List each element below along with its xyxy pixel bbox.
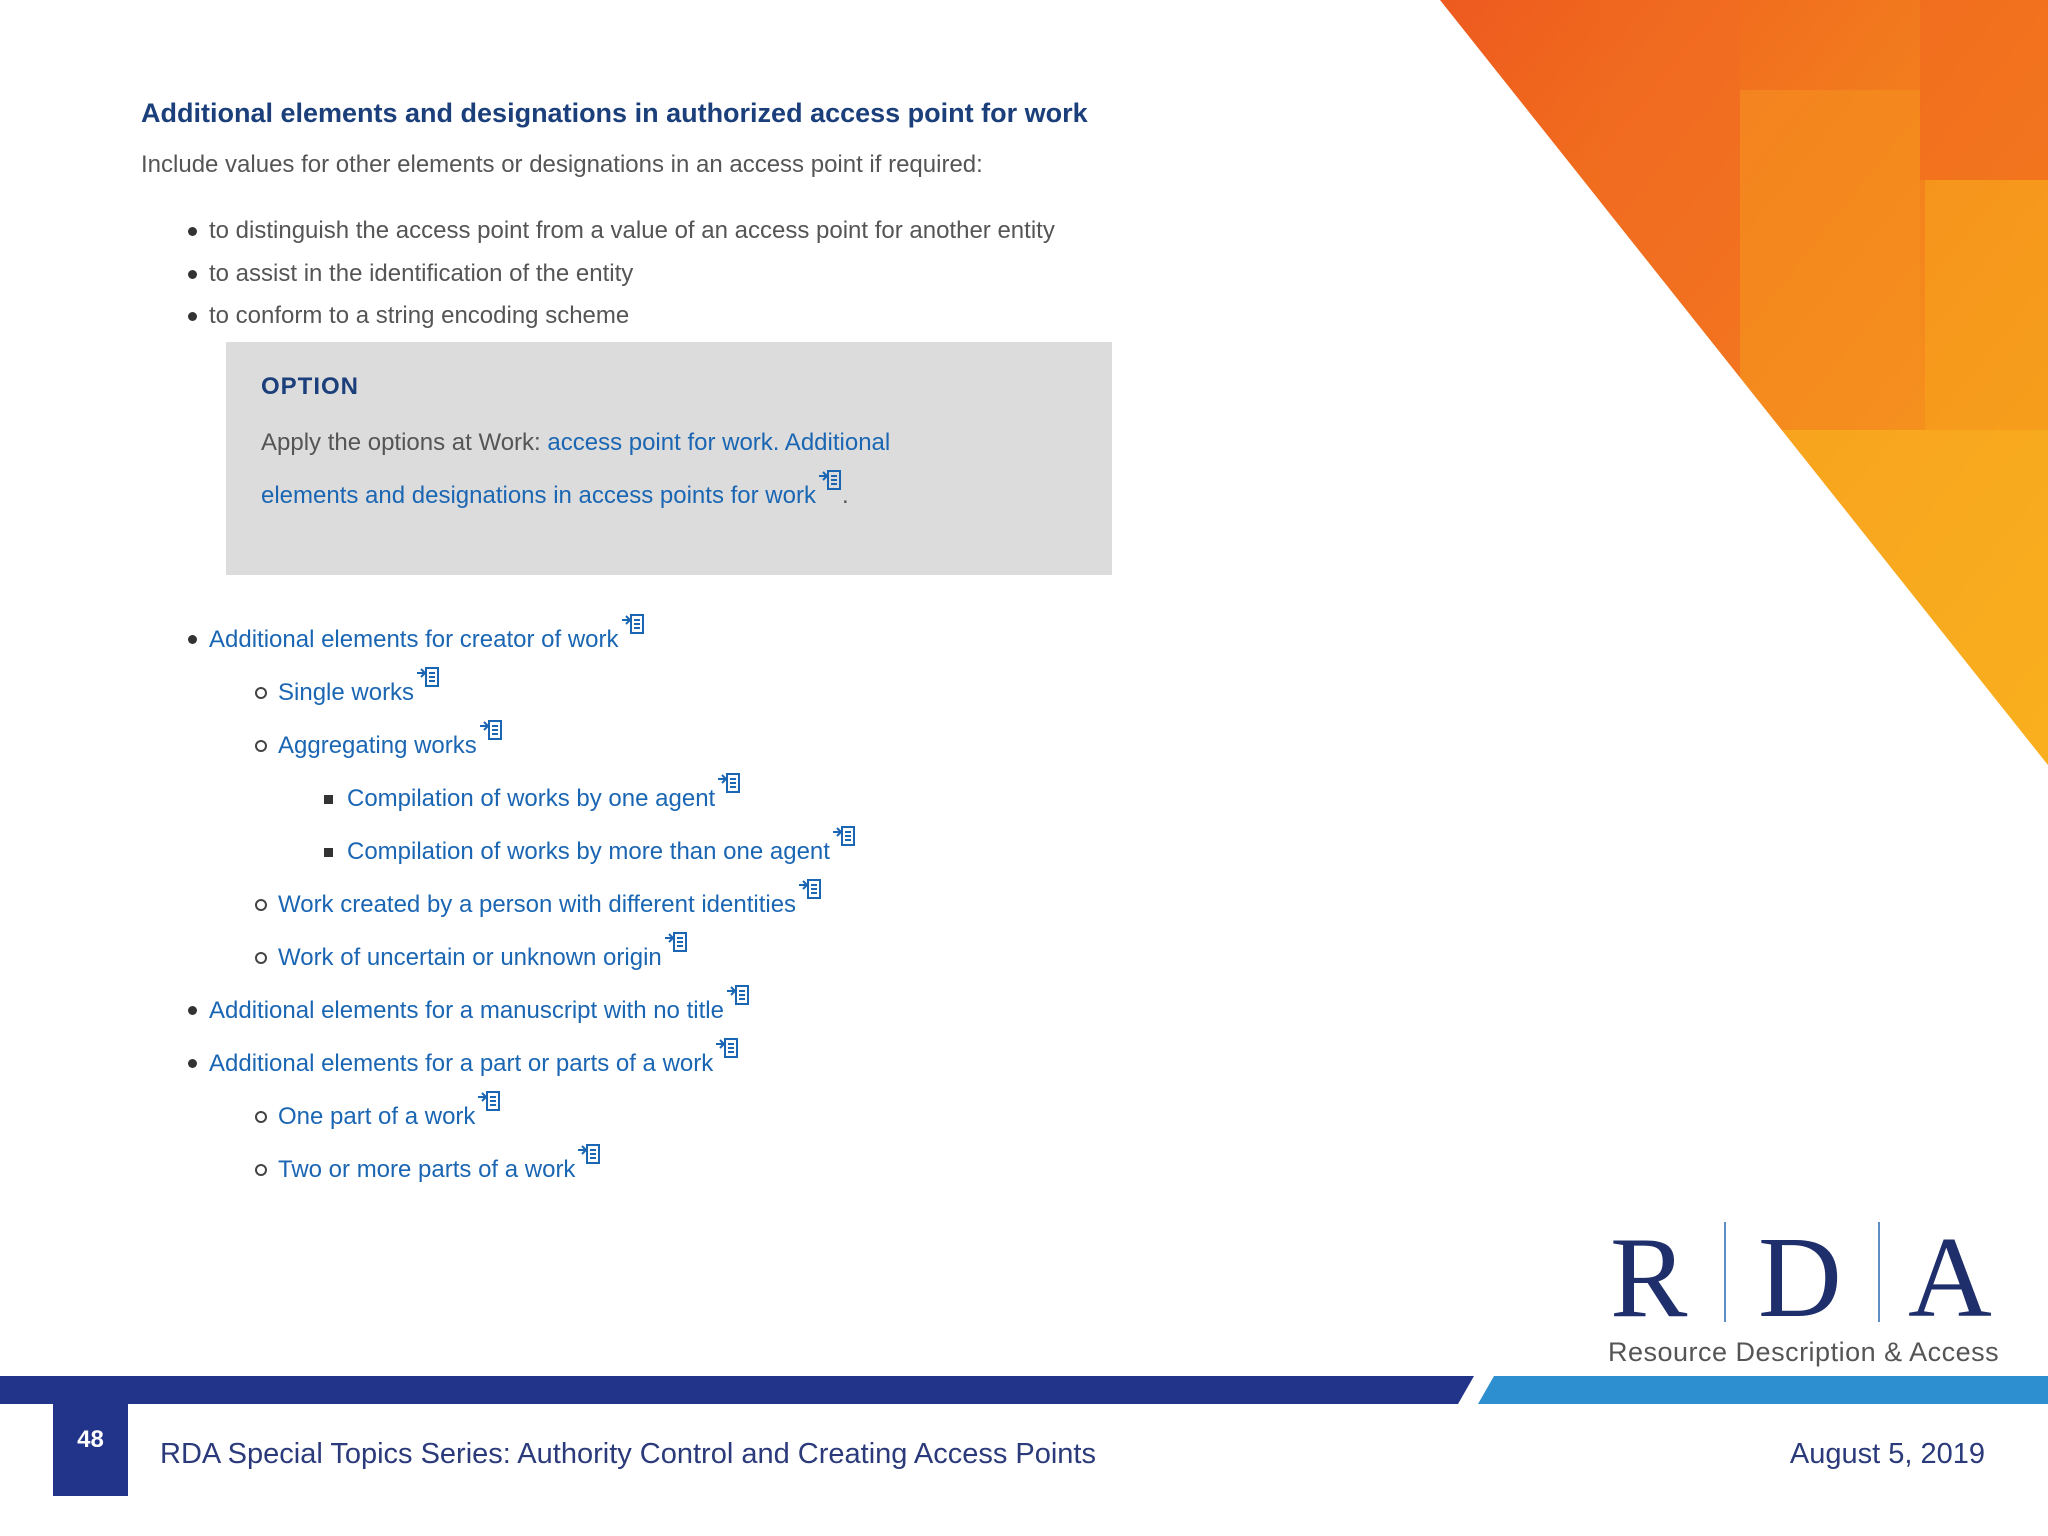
logo-letter-a: A [1908, 1214, 1992, 1342]
rda-logo [1604, 1214, 2004, 1372]
external-link-icon[interactable] [477, 1090, 501, 1114]
external-link-icon[interactable] [726, 984, 750, 1008]
link-text[interactable]: Work of uncertain or unknown origin [278, 943, 662, 971]
external-link-icon[interactable] [621, 613, 645, 637]
link-text[interactable]: Additional elements for a part or parts of a work [209, 1049, 714, 1077]
page-number: 48 [53, 1404, 128, 1496]
external-link-icon[interactable] [416, 666, 440, 690]
external-link-icon[interactable] [479, 719, 503, 743]
footer-stripes [0, 1376, 2048, 1406]
logo-divider [1878, 1222, 1880, 1322]
logo-letter-d: D [1758, 1214, 1842, 1342]
link-text[interactable]: Work created by a person with different identities [278, 890, 797, 918]
link-item[interactable] [141, 772, 1141, 825]
intro-text: Include values for other elements or designations in an access point if required: [141, 151, 983, 178]
option-suffix: . [841, 481, 849, 509]
link-text[interactable]: Compilation of works by one agent [347, 784, 716, 812]
link-text[interactable]: One part of a work [278, 1102, 476, 1130]
option-title: OPTION [261, 372, 360, 400]
link-item[interactable] [141, 719, 1141, 772]
link-item[interactable] [141, 1037, 1141, 1090]
logo-subtitle: Resource Description & Access [1608, 1337, 2000, 1367]
option-box [226, 342, 1112, 575]
link-item[interactable] [141, 825, 1141, 878]
link-item[interactable] [141, 1090, 1141, 1143]
option-link[interactable]: access point for work. Additional elements and designations in access points for work [261, 428, 891, 509]
slide-content [141, 88, 1141, 1196]
external-link-icon[interactable] [798, 878, 822, 902]
link-item[interactable] [141, 666, 1141, 719]
external-link-icon[interactable] [577, 1143, 601, 1167]
option-text [261, 416, 961, 522]
list-item: to conform to a string encoding scheme [141, 295, 1141, 338]
link-item[interactable] [141, 984, 1141, 1037]
external-link-icon[interactable] [832, 825, 856, 849]
slide-heading: Additional elements and designations in authorized access point for work [141, 98, 1088, 128]
list-item: to distinguish the access point from a value of an access point for another entity [141, 210, 1141, 253]
external-link-icon[interactable] [818, 469, 842, 493]
footer-title: RDA Special Topics Series: Authority Control and Creating Access Points [160, 1438, 1096, 1470]
link-text[interactable]: Single works [278, 678, 415, 706]
list-item: to assist in the identification of the entity [141, 253, 1141, 296]
external-link-icon[interactable] [664, 931, 688, 955]
link-item[interactable] [141, 613, 1141, 666]
logo-letter-r: R [1610, 1214, 1688, 1342]
purpose-list [141, 210, 1141, 338]
logo-divider [1724, 1222, 1726, 1322]
option-prefix: Apply the options at Work: [261, 428, 548, 456]
external-link-icon[interactable] [717, 772, 741, 796]
link-list [141, 613, 1141, 1196]
link-item[interactable] [141, 878, 1141, 931]
link-item[interactable] [141, 1143, 1141, 1196]
link-text[interactable]: Additional elements for a manuscript with no title [209, 996, 724, 1024]
link-text[interactable]: Aggregating works [278, 731, 477, 759]
footer-date: August 5, 2019 [1789, 1438, 1985, 1470]
link-item[interactable] [141, 931, 1141, 984]
link-text[interactable]: Additional elements for creator of work [209, 625, 619, 653]
external-link-icon[interactable] [715, 1037, 739, 1061]
link-text[interactable]: Two or more parts of a work [278, 1155, 576, 1183]
link-text[interactable]: Compilation of works by more than one agent [347, 837, 830, 865]
